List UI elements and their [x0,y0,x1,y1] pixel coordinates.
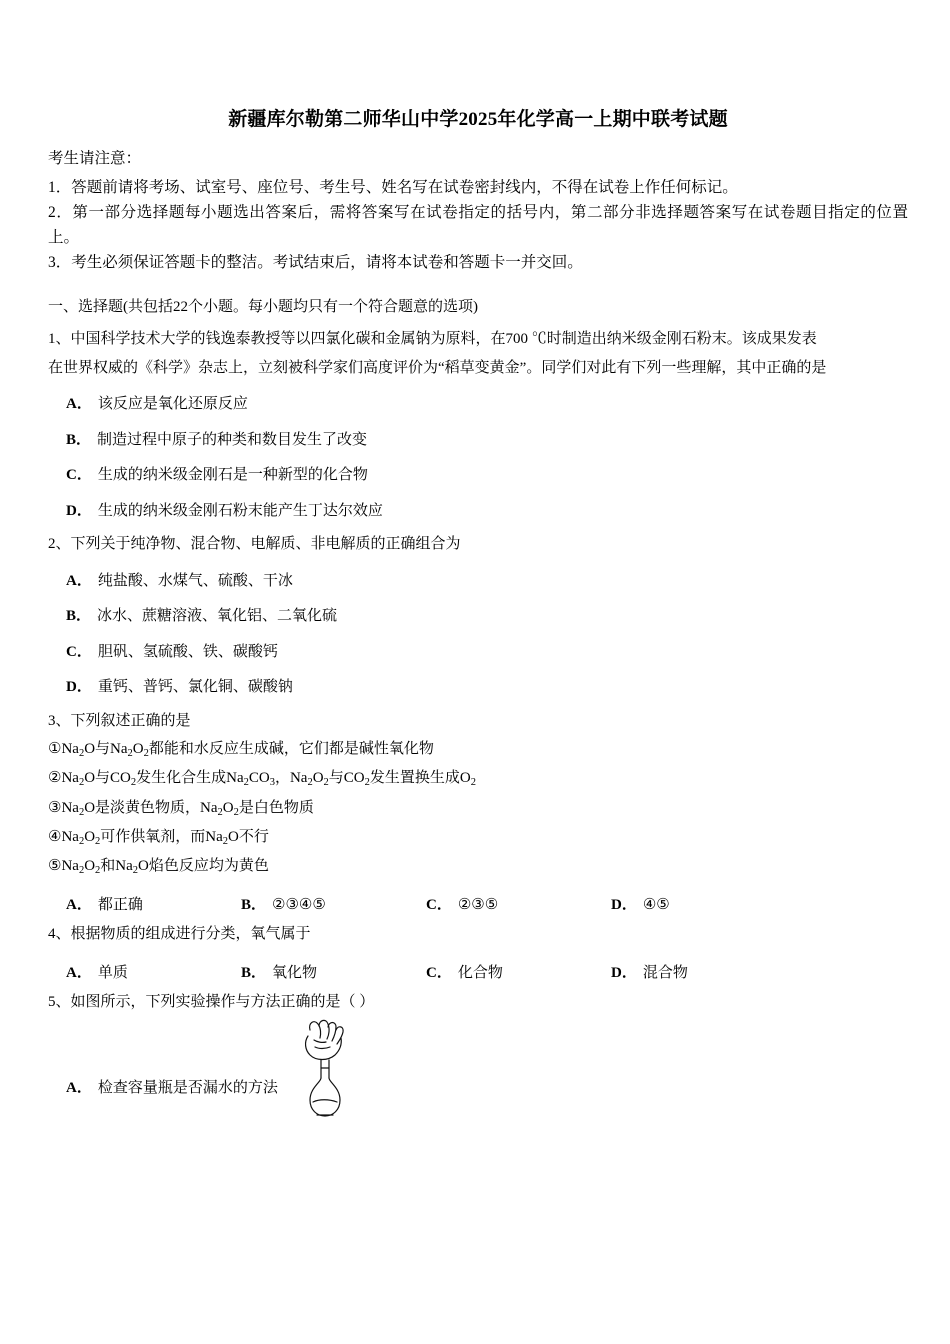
option-text: 冰水、蔗糖溶液、氧化铝、二氧化硫 [97,608,338,625]
question-3-stem: 3、下列叙述正确的是 [48,712,191,729]
question-4-option-c [426,961,611,982]
question-2-option-d [48,675,908,701]
notice-item-1: 1．答题前请将考场、试室号、座位号、考生号、姓名写在试卷密封线内，不得在试卷上作任何标记。 [48,178,738,196]
option-text: ④⑤ [642,897,670,914]
option-label: B． [66,431,92,448]
option-text: 纯盐酸、水煤气、硫酸、干冰 [97,572,293,589]
question-4-option-row [48,961,908,982]
question-1-stem-line-2: 在世界权威的《科学》杂志上，立刻被科学家们高度评价为“稻草变黄金”。同学们对此有下列一些理解，其中正确的是 [48,359,827,376]
option-label: A． [66,396,92,413]
question-1-option-a [48,392,908,418]
option-label: A． [66,897,92,914]
option-text: 氧化物 [272,964,318,981]
question-1-stem-line-1: 1、中国科学技术大学的钱逸泰教授等以四氯化碳和金属钠为原料，在700 ℃时制造出纳米级金刚石粉末。该成果发表 [48,331,817,348]
question-2-option-c [48,640,908,666]
option-label: B． [241,897,267,914]
option-text: 该反应是氧化还原反应 [97,396,248,413]
option-text: 都正确 [97,897,143,914]
question-3-statement-3: $③Na_2O$是淡黄色物质，$Na_2O_2$是白色物质 [48,799,314,818]
hand-holding-volumetric-flask-icon [288,1016,378,1126]
option-label: C． [66,643,92,660]
option-text: 单质 [97,964,128,981]
option-label: A． [66,572,92,589]
question-1-option-b [48,428,908,454]
question-3-option-d [611,893,796,914]
question-2-option-b [48,604,908,630]
question-3-option-c [426,893,611,914]
option-text: 生成的纳米级金刚石粉末能产生丁达尔效应 [97,502,383,519]
question-5-stem: 5、如图所示，下列实验操作与方法正确的是（ ） [48,993,375,1010]
option-label: C． [426,897,452,914]
question-1-option-c [48,463,908,489]
option-text: 制造过程中原子的种类和数目发生了改变 [97,431,368,448]
option-text: 检查容量瓶是否漏水的方法 [97,1080,278,1097]
question-1-option-d [48,499,908,525]
question-5-figure-area [48,1022,908,1118]
page-title: 新疆库尔勒第二师华山中学2025年化学高一上期中联考试题 [228,109,728,130]
notice-item-3: 3．考生必须保证答题卡的整洁。考试结束后，请将本试卷和答题卡一并交回。 [48,254,583,272]
question-3-option-row [48,893,908,914]
option-text: 重钙、普钙、氯化铜、碳酸钠 [97,679,293,696]
option-text: ②③⑤ [457,897,499,914]
question-4-option-d [611,961,796,982]
option-label: D． [611,964,637,981]
question-3-option-a [66,893,241,914]
question-3-statement-1: $①Na_2O$与$Na_2O_2$都能和水反应生成碱，它们都是碱性氧化物 [48,741,434,760]
option-label: C． [66,467,92,484]
option-text: 混合物 [642,964,688,981]
question-4-stem: 4、根据物质的组成进行分类，氧气属于 [48,926,311,943]
notice-item-2: 2．第一部分选择题每小题选出答案后，需将答案写在试卷指定的括号内，第二部分非选择题答案写在试卷题目指定的位置上。 [48,203,908,246]
notice-heading: 考生请注意： [48,149,142,167]
option-label: D． [66,679,92,696]
question-2-option-a [48,569,908,595]
option-label: A． [66,964,92,981]
option-text: 化合物 [457,964,503,981]
question-4-option-b [241,961,426,982]
option-label: C． [426,964,452,981]
option-label: D． [611,897,637,914]
option-label: A． [66,1080,92,1097]
option-text: 胆矾、氢硫酸、铁、碳酸钙 [97,643,278,660]
question-3-statement-2: $②Na_2O$与$CO_2$发生化合生成$Na_2CO_3$，$Na_2O_2$与$CO_2$发生置换生成$O_2$ [48,770,476,789]
option-text: ②③④⑤ [272,897,326,914]
document-content [48,108,908,1118]
question-2-stem: 2、下列关于纯净物、混合物、电解质、非电解质的正确组合为 [48,536,461,553]
question-3-statement-4: $④Na_2O_2$可作供氧剂，而$Na_2O$不行 [48,828,269,847]
question-5-option-a [66,1076,278,1097]
option-label: D． [66,502,92,519]
option-label: B． [66,608,92,625]
question-3-statement-5: $⑤Na_2O_2$和$Na_2O$焰色反应均为黄色 [48,858,269,877]
option-label: B． [241,964,267,981]
question-4-option-a [66,961,241,982]
section-heading: 一、选择题(共包括22个小题。每小题均只有一个符合题意的选项) [48,299,478,316]
option-text: 生成的纳米级金刚石是一种新型的化合物 [97,467,368,484]
question-3-option-b [241,893,426,914]
